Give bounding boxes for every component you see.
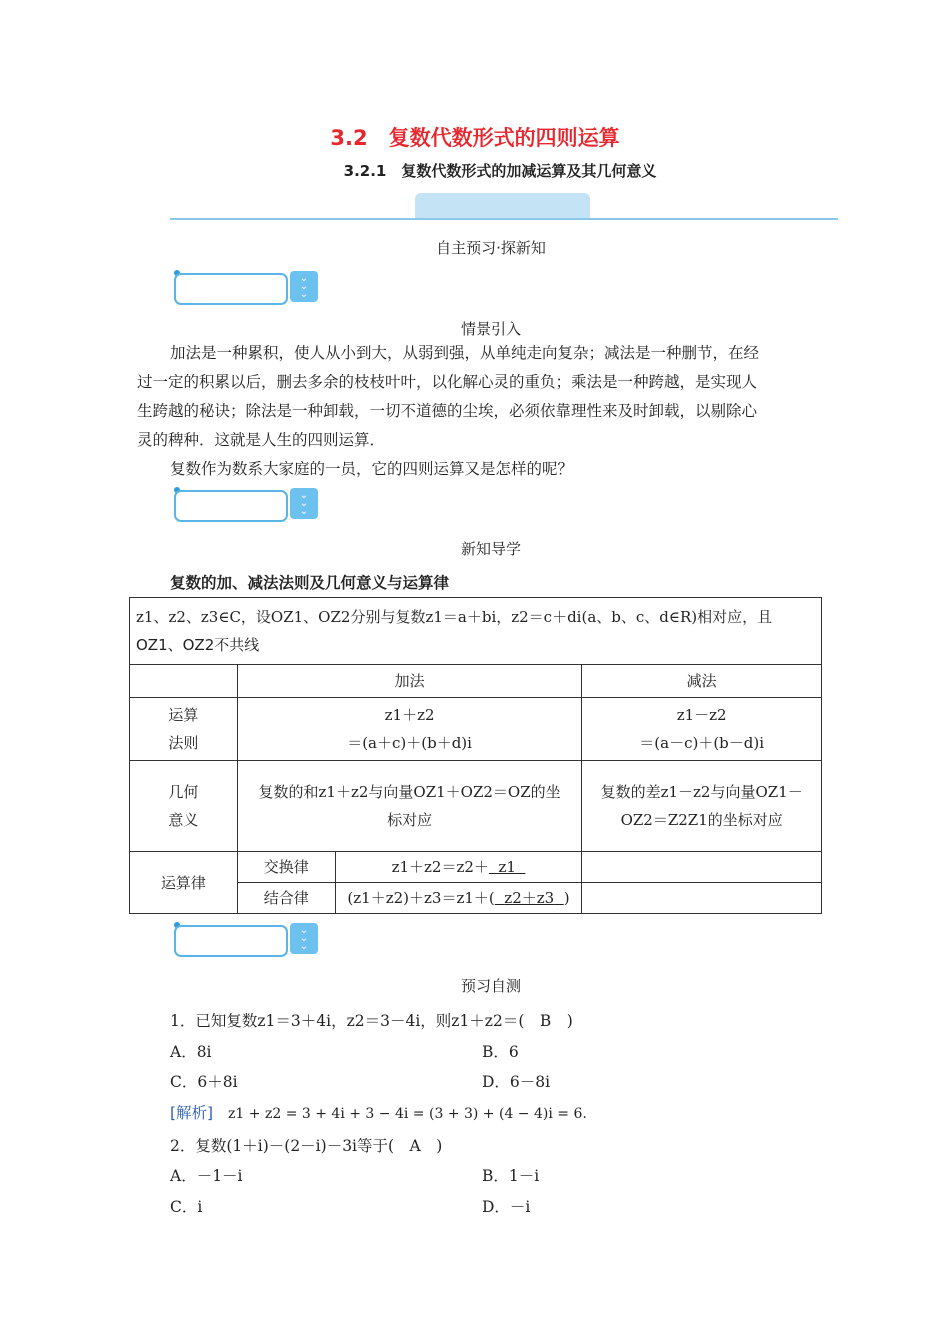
table-cell: 复数的差z1－z2与向量OZ1－ OZ2＝Z2Z1的坐标对应 bbox=[582, 761, 822, 852]
chevron-down-icon: ⌄ ⌄ ⌄ bbox=[290, 488, 318, 519]
table-cell bbox=[582, 852, 822, 883]
analysis-tag: [解析] bbox=[170, 1104, 214, 1122]
badge-box bbox=[174, 273, 288, 305]
table-cell bbox=[582, 883, 822, 914]
option-a: A．8i bbox=[170, 1043, 212, 1061]
section-tab bbox=[415, 193, 590, 219]
question-2: 2．复数(1＋i)－(2－i)－3i等于( A ) bbox=[170, 1137, 443, 1155]
answer-blank: z1 bbox=[498, 858, 516, 876]
page-subtitle: 3.2.1 复数代数形式的加减运算及其几何意义 bbox=[343, 162, 657, 180]
page-title: 3.2 复数代数形式的四则运算 bbox=[330, 126, 620, 150]
table-cell: 复数的和z1＋z2与向量OZ1＋OZ2＝OZ的坐 标对应 bbox=[237, 761, 582, 852]
table-row-label: 几何 意义 bbox=[130, 761, 238, 852]
option-a: A．－1－i bbox=[170, 1167, 243, 1185]
option-b: B．6 bbox=[482, 1043, 519, 1061]
section-badge bbox=[174, 487, 319, 521]
option-d: D．－i bbox=[482, 1198, 531, 1216]
badge-box bbox=[174, 490, 288, 522]
answer-blank: z2＋z3 bbox=[504, 889, 555, 907]
section-self-test: 预习自测 bbox=[460, 977, 521, 995]
table-row bbox=[130, 598, 822, 665]
chevron-down-icon: ⌄ ⌄ ⌄ bbox=[290, 923, 318, 954]
intro-line: 灵的稗种．这就是人生的四则运算． bbox=[137, 431, 386, 449]
table-cell: z1＋z2 ＝(a＋c)＋(b＋d)i bbox=[237, 698, 582, 761]
option-c: C．i bbox=[170, 1198, 203, 1216]
badge-box bbox=[174, 925, 288, 957]
table-row bbox=[130, 665, 822, 698]
table-cell: z1－z2 ＝(a－c)＋(b－d)i bbox=[582, 698, 822, 761]
table-row bbox=[130, 698, 822, 761]
intro-line: 过一定的积累以后，删去多余的枝枝叶叶，以化解心灵的重负；乘法是一种跨越，是实现人 bbox=[137, 373, 758, 391]
section-new-knowledge: 新知导学 bbox=[460, 540, 521, 558]
table-row bbox=[130, 852, 822, 883]
intro-line: 加法是一种累积，使人从小到大，从弱到强，从单纯走向复杂；减法是一种删节，在经 bbox=[170, 344, 760, 362]
table-corner-cell bbox=[130, 665, 238, 698]
table-cell: 交换律 bbox=[237, 852, 335, 883]
table-header-sub: 减法 bbox=[582, 665, 822, 698]
table-row-label: 运算 法则 bbox=[130, 698, 238, 761]
table-cell: 结合律 bbox=[237, 883, 335, 914]
option-d: D．6－8i bbox=[482, 1073, 551, 1091]
chevron-down-icon: ⌄ ⌄ ⌄ bbox=[290, 271, 318, 302]
question-1: 1．已知复数z1＝3＋4i，z2＝3－4i，则z1＋z2＝( B ) bbox=[170, 1012, 573, 1030]
option-b: B．1－i bbox=[482, 1167, 540, 1185]
section-preview: 自主预习·探新知 bbox=[436, 239, 546, 257]
analysis-text: z1 + z2 = 3 + 4i + 3 − 4i = (3 + 3) + (4 − 4)i = 6. bbox=[228, 1106, 587, 1122]
table-cell: (z1＋z2)＋z3＝z1＋( z2＋z3 ) bbox=[335, 883, 582, 914]
intro-question: 复数作为数系大家庭的一员，它的四则运算又是怎样的呢？ bbox=[170, 460, 574, 478]
rules-table bbox=[129, 597, 822, 914]
intro-heading: 情景引入 bbox=[460, 320, 521, 338]
intro-paragraph bbox=[137, 339, 817, 484]
section-badge bbox=[174, 922, 319, 956]
table-intro-cell: z1、z2、z3∈C，设OZ1、OZ2分别与复数z1＝a＋bi，z2＝c＋di(a、b、c、d∈R)相对应，且 OZ1、OZ2不共线 bbox=[130, 598, 822, 665]
analysis bbox=[170, 1101, 587, 1123]
table-row bbox=[130, 761, 822, 852]
table-cell: z1＋z2＝z2＋ z1 bbox=[335, 852, 582, 883]
section-badge bbox=[174, 270, 319, 304]
intro-line: 生跨越的秘诀；除法是一种卸载，一切不道德的尘埃，必须依靠理性来及时卸载，以剔除心 bbox=[137, 402, 758, 420]
table-header-add: 加法 bbox=[237, 665, 582, 698]
table-row-label: 运算律 bbox=[130, 852, 238, 914]
section-divider bbox=[170, 218, 838, 220]
option-c: C．6＋8i bbox=[170, 1073, 238, 1091]
knowledge-heading: 复数的加、减法法则及几何意义与运算律 bbox=[170, 574, 450, 592]
